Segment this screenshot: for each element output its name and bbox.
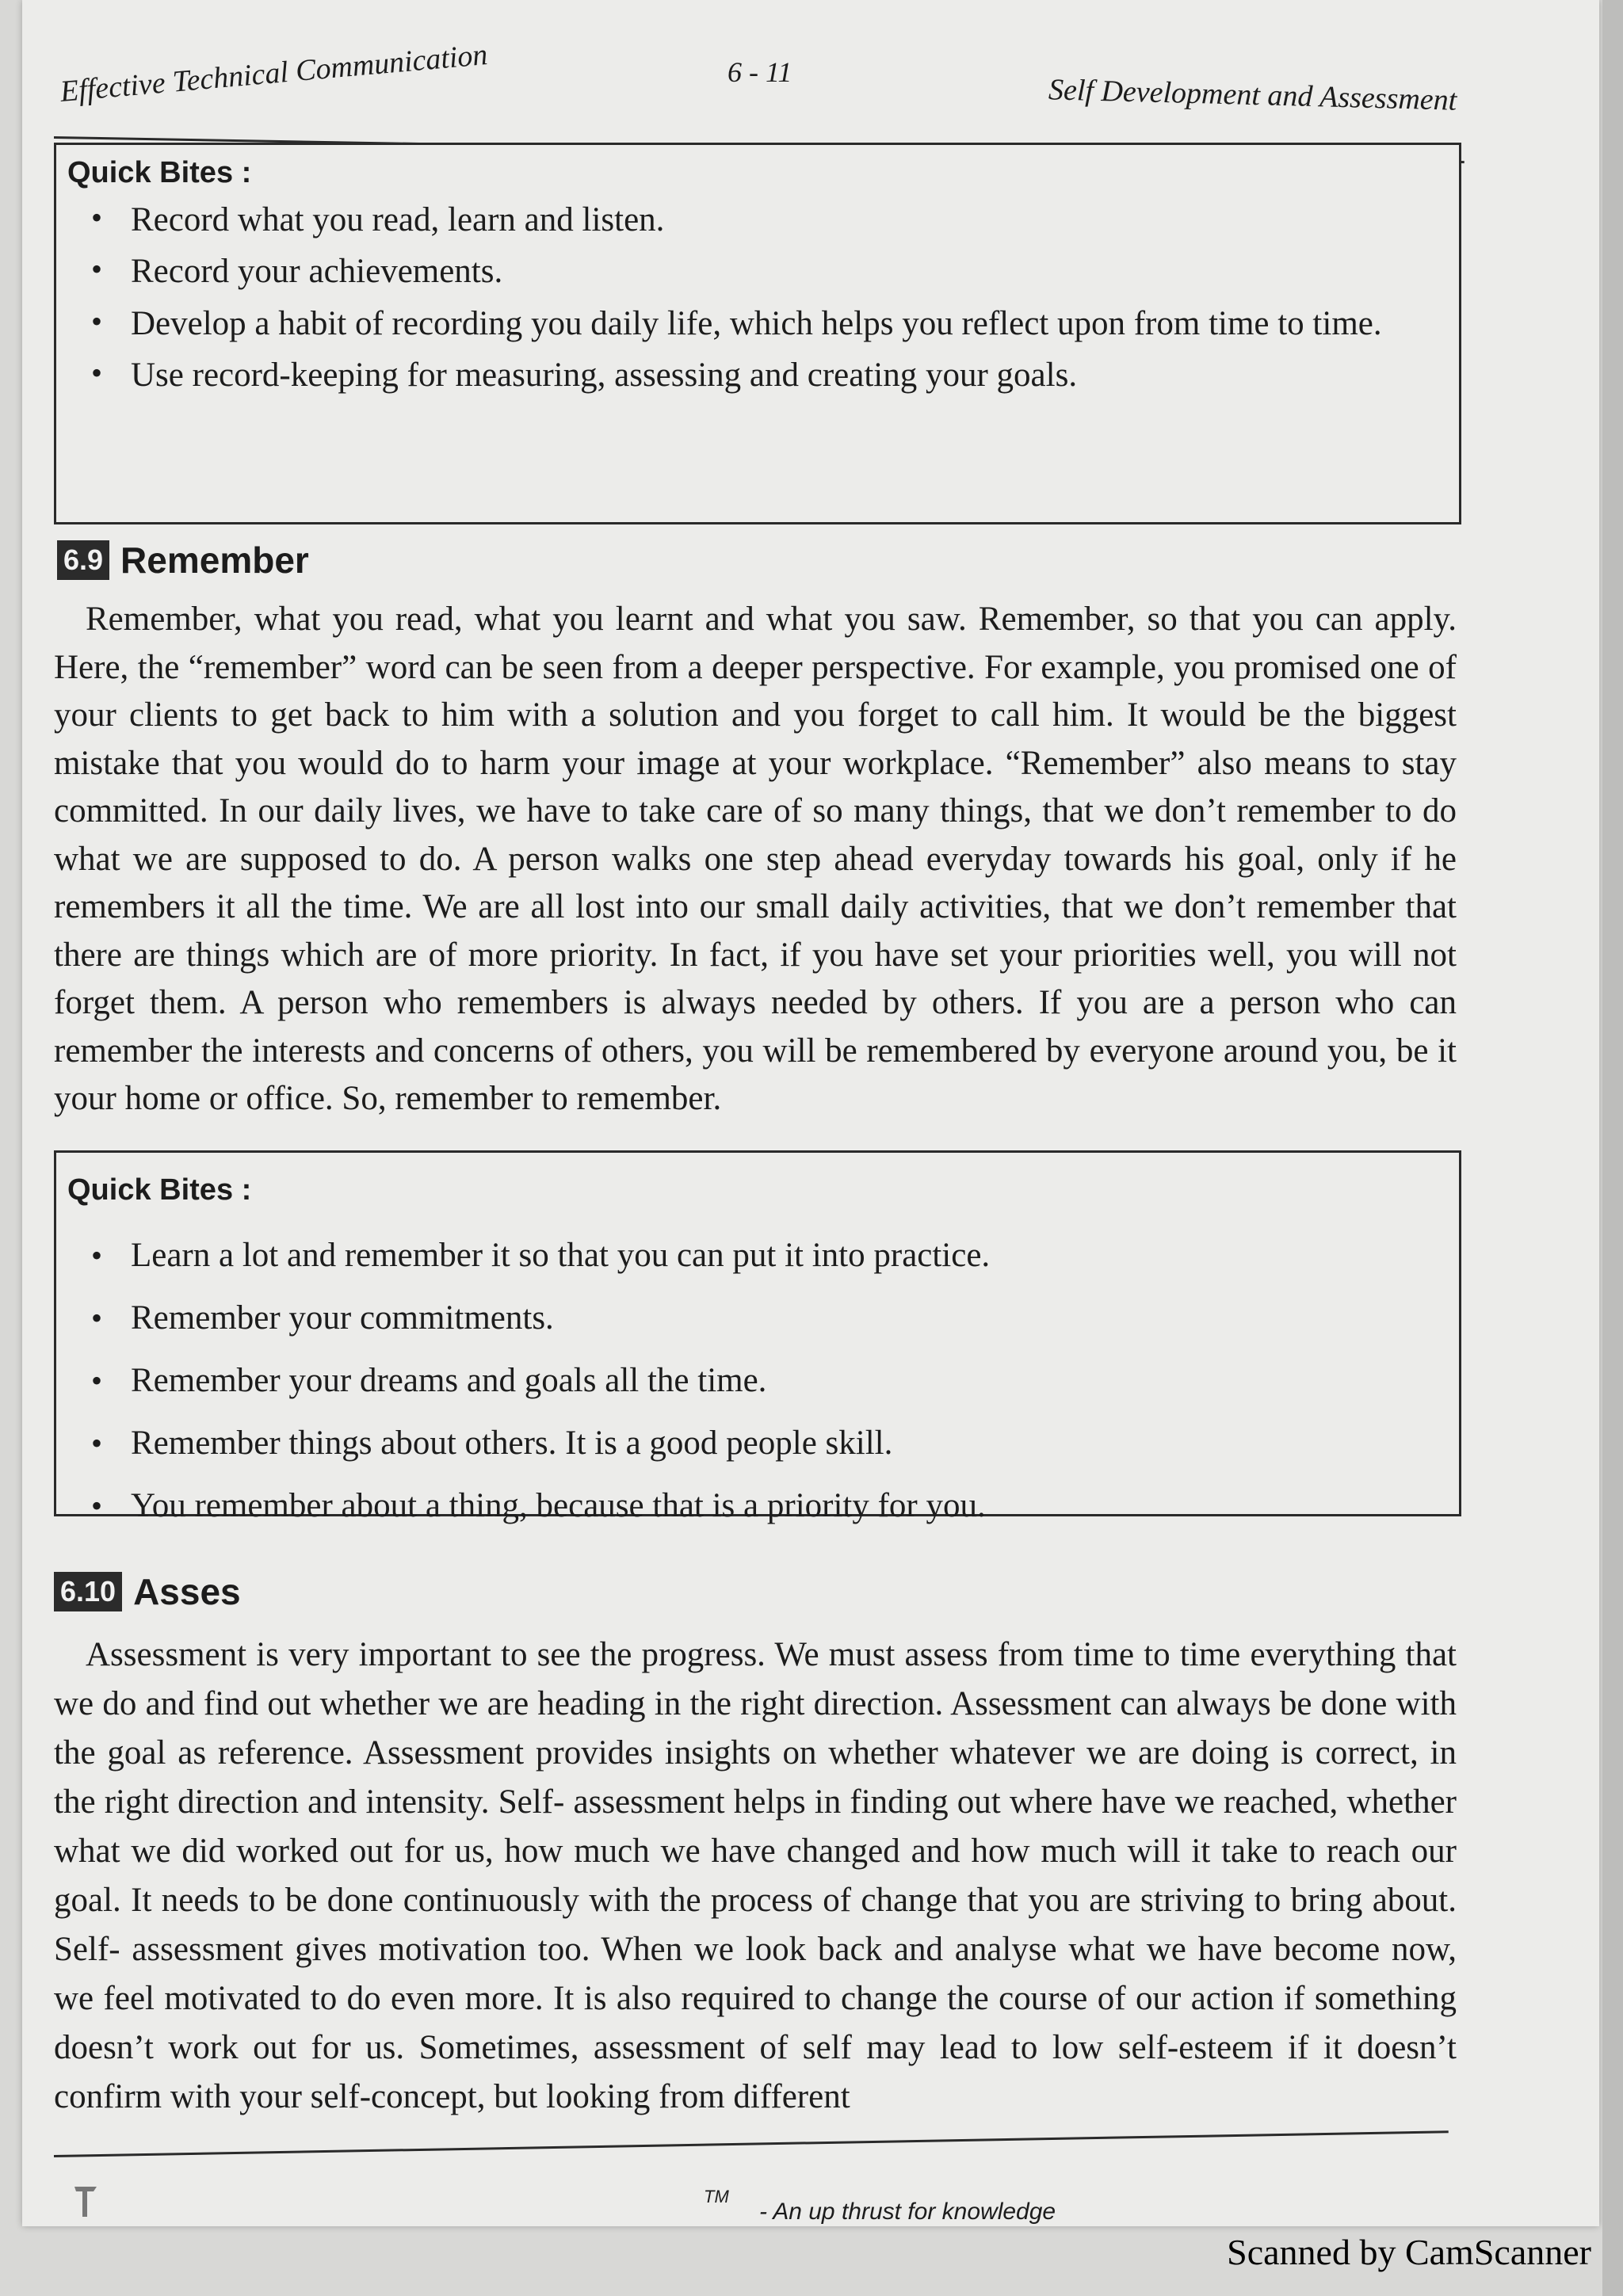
- scan-edge: [1602, 0, 1623, 2296]
- trademark-mark: TM: [704, 2187, 729, 2206]
- paragraph-assess: Assessment is very important to see the progress. We must assess from time to time everything that we do and find out whether we are heading in the right direction. Assessment can always be done with the goal as reference. Assessment provides insights on whether whatever we are doing is correct, in the right direction and intensity. Self- assessment helps in finding out where have we reached, whether what we did worked out for us, how much we have changed and how much will it take to reach our goal. It needs to be done continuously with the process of change that you are striving to bring about. Self- assessment gives motivation too. When we look back and analyse what we have become now, we feel motivated to do even more. It is also required to change the course of our action if something doesn’t work out for us. Sometimes, assessment of self may lead to low self-esteem if it doesn’t confirm with your self-concept, but looking from different: [54, 1636, 1457, 2115]
- section-heading-6-9: [57, 539, 309, 582]
- list-item: • Record what you read, learn and listen.: [75, 194, 1423, 246]
- chapter-title: Self Development and Assessment: [1048, 73, 1457, 117]
- list-item: • You remember about a thing, because that is a priority for you.: [75, 1474, 1423, 1537]
- section-heading-6-10: [54, 1570, 241, 1613]
- section-title: Asses: [133, 1571, 241, 1612]
- list-item: • Learn a lot and remember it so that you can put it into practice.: [75, 1224, 1423, 1287]
- quick-bites-box-2: [54, 1150, 1461, 1524]
- publisher-logo-icon: [70, 2180, 101, 2220]
- list-item: • Remember your commitments.: [75, 1287, 1423, 1349]
- list-item: • Remember your dreams and goals all the time.: [75, 1349, 1423, 1412]
- list-item: • Develop a habit of recording you daily life, which helps you reflect upon from time to time.: [75, 298, 1423, 349]
- list-item: • Remember things about others. It is a good people skill.: [75, 1412, 1423, 1474]
- quick-bites-title: Quick Bites :: [67, 156, 252, 189]
- paragraph-remember: Remember, what you read, what you learnt and what you saw. Remember, so that you can apply. Here, the “remember” word can be seen from a deeper perspective. For example, you promised one of your clients to get back to him with a solution and you forget to call him. It would be the biggest mistake that you would do to harm your image at your workplace. “Remember” also means to stay committed. In our daily lives, we have to take care of so many things, that we don’t remember to do what we are supposed to do. A person walks one step ahead everyday towards his goal, only if he remembers it all the time. We are all lost into our small daily activities, that we don’t remember that there are things which are of more priority. In fact, if you have set your priorities well, you will not forget them. A person who remembers is always needed by others. If you are a person who can remember the interests and concerns of others, you will be remembered by everyone around you, be it your home or office. So, remember to remember.: [54, 601, 1457, 1117]
- list-item: • Record your achievements.: [75, 246, 1423, 297]
- quick-bites-list: [75, 1224, 1423, 1537]
- book-page: [22, 0, 1599, 2226]
- scanner-watermark: Scanned by CamScanner: [1227, 2232, 1591, 2272]
- quick-bites-box-1: [54, 143, 1461, 524]
- footer-rule: [54, 2130, 1449, 2157]
- section-number: 6.10: [54, 1572, 122, 1611]
- section-number: 6.9: [57, 540, 109, 580]
- page-number: 6 - 11: [727, 56, 792, 88]
- page-header: [54, 38, 1457, 143]
- footer-tagline: - An up thrust for knowledge: [759, 2199, 1056, 2225]
- quick-bites-list: [75, 194, 1423, 401]
- section-title: Remember: [120, 540, 309, 581]
- quick-bites-title: Quick Bites :: [67, 1173, 252, 1207]
- list-item: • Use record-keeping for measuring, assessing and creating your goals.: [75, 349, 1423, 401]
- book-title: Effective Technical Communication: [59, 38, 489, 109]
